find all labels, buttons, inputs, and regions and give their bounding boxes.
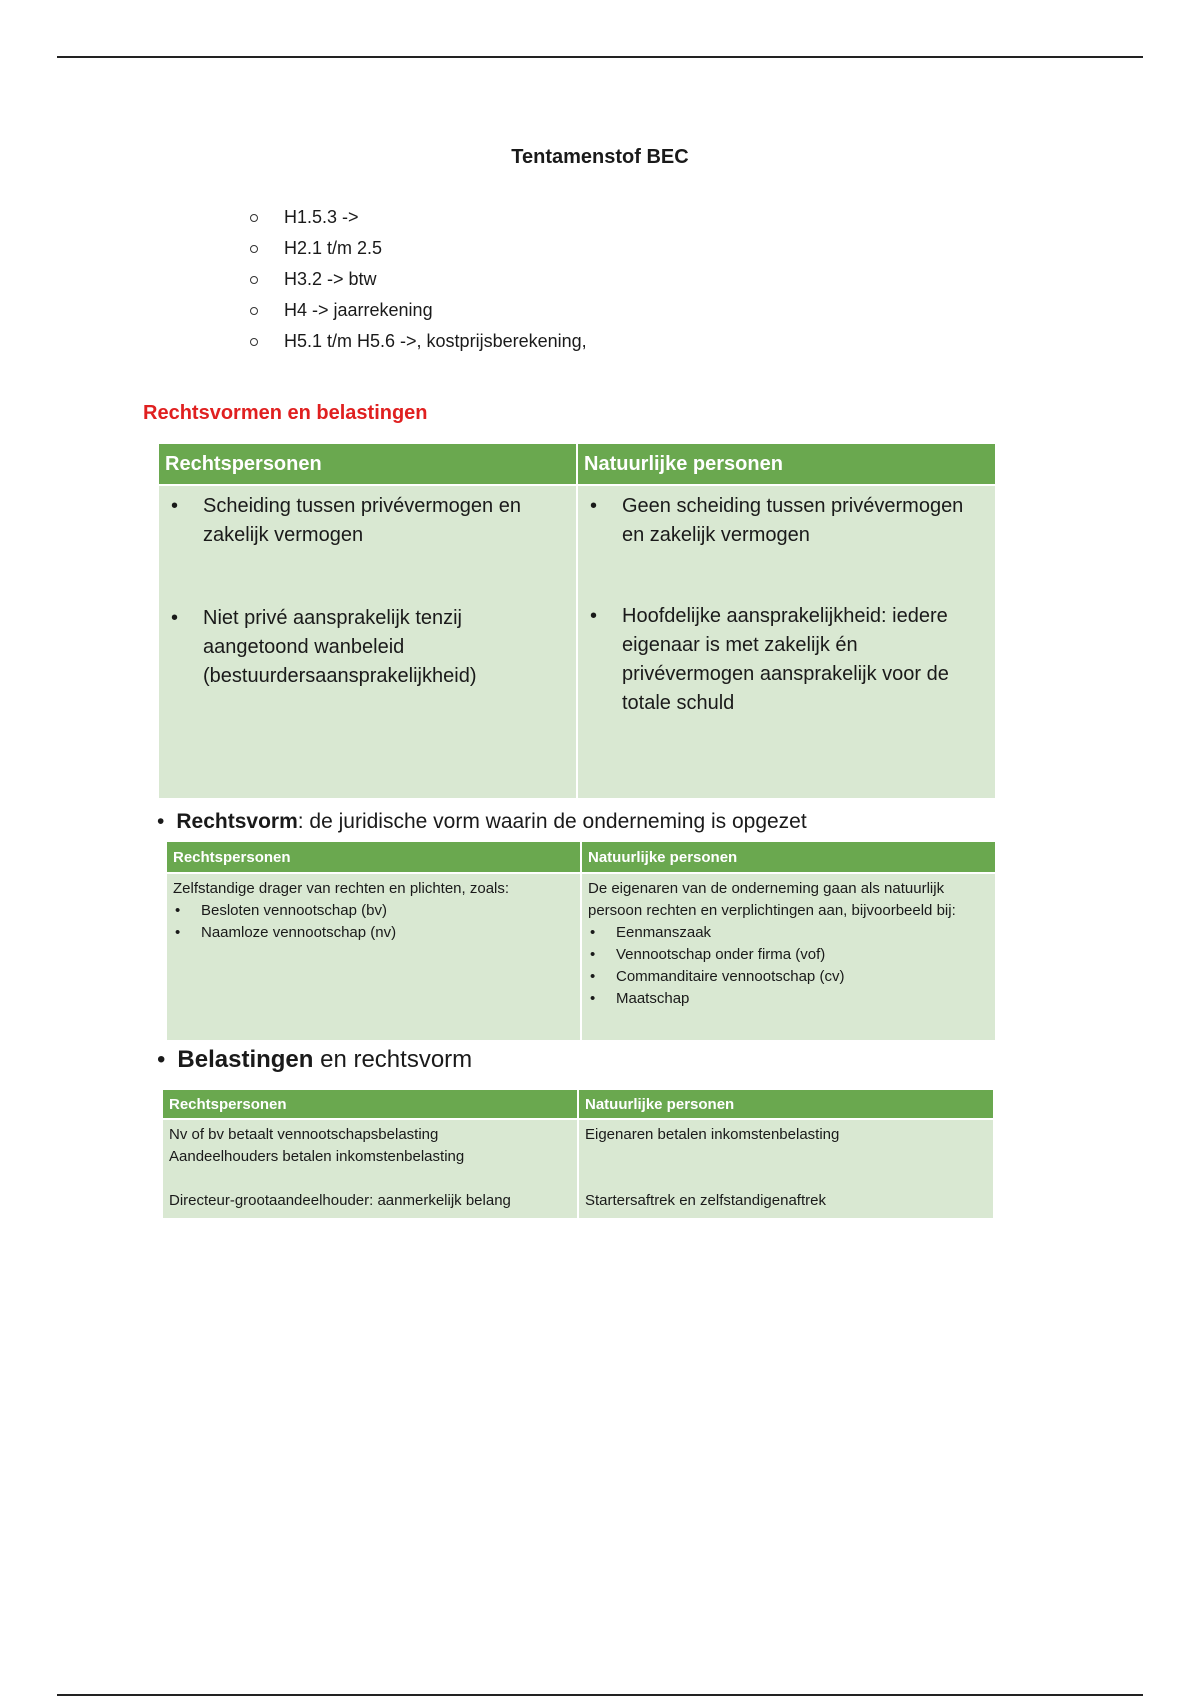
table-cell: Zelfstandige drager van rechten en plichten, zoals: • Besloten vennootschap (bv) • Naamloze vennootschap (nv) — [166, 873, 581, 1041]
table-cell: Eigenaren betalen inkomstenbelasting Startersaftrek en zelfstandigenaftrek — [578, 1119, 994, 1219]
comparison-table-taxes — [161, 1088, 995, 1220]
list-item: • Vennootschap onder firma (vof) — [588, 944, 989, 966]
list-item: • Scheiding tussen privévermogen en zakelijk vermogen — [167, 492, 568, 550]
list-item: • Besloten vennootschap (bv) — [173, 900, 574, 922]
table-cell — [158, 485, 577, 799]
list-item: H5.1 t/m H5.6 ->, kostprijsberekening, — [250, 326, 587, 357]
table-header-natuurlijke-personen: Natuurlijke personen — [581, 841, 996, 873]
list-item: • Hoofdelijke aansprakelijkheid: iedere eigenaar is met zakelijk én privévermogen aansprakelijk voor de totale schuld — [586, 602, 987, 718]
circle-bullet-icon — [250, 338, 258, 346]
table-header-rechtspersonen: Rechtspersonen — [158, 443, 577, 485]
table-header-natuurlijke-personen: Natuurlijke personen — [577, 443, 996, 485]
page-title: Tentamenstof BEC — [511, 146, 689, 168]
table-cell: Nv of bv betaalt vennootschapsbelasting Aandeelhouders betalen inkomstenbelasting Directeur-grootaandeelhouder: aanmerkelijk belang — [162, 1119, 578, 1219]
belastingen-heading: • Belastingen en rechtsvorm — [157, 1046, 473, 1073]
list-item: • Geen scheiding tussen privévermogen en zakelijk vermogen — [586, 492, 987, 550]
section-heading: Rechtsvormen en belastingen — [143, 402, 428, 424]
comparison-table-legal-forms — [165, 840, 997, 1042]
topic-list — [250, 202, 587, 357]
header-rule — [57, 56, 1143, 58]
table-header-rechtspersonen: Rechtspersonen — [162, 1089, 578, 1119]
circle-bullet-icon — [250, 245, 258, 253]
table-header-natuurlijke-personen: Natuurlijke personen — [578, 1089, 994, 1119]
bullet-icon: • — [157, 1046, 166, 1073]
circle-bullet-icon — [250, 214, 258, 222]
table-cell: De eigenaren van de onderneming gaan als natuurlijk persoon rechten en verplichtingen aan, bijvoorbeeld bij: • Eenmanszaak • Vennootschap onder firma (vof) • Commanditaire vennootschap (cv) • Maatschap — [581, 873, 996, 1041]
footer-rule — [57, 1694, 1143, 1696]
circle-bullet-icon — [250, 276, 258, 284]
list-item: • Eenmanszaak — [588, 922, 989, 944]
table-header-rechtspersonen: Rechtspersonen — [166, 841, 581, 873]
list-item: H4 -> jaarrekening — [250, 295, 587, 326]
list-item: • Naamloze vennootschap (nv) — [173, 922, 574, 944]
rechtsvorm-definition: • Rechtsvorm: de juridische vorm waarin de onderneming is opgezet — [157, 810, 807, 833]
list-item: • Maatschap — [588, 988, 989, 1010]
comparison-table-liability — [157, 442, 997, 800]
circle-bullet-icon — [250, 307, 258, 315]
list-item: • Commanditaire vennootschap (cv) — [588, 966, 989, 988]
list-item: H3.2 -> btw — [250, 264, 587, 295]
bullet-icon: • — [157, 810, 165, 833]
table-cell — [577, 485, 996, 799]
list-item: H1.5.3 -> — [250, 202, 587, 233]
list-item: • Niet privé aansprakelijk tenzij aangetoond wanbeleid (bestuurdersaansprakelijkheid) — [167, 604, 568, 691]
list-item: H2.1 t/m 2.5 — [250, 233, 587, 264]
